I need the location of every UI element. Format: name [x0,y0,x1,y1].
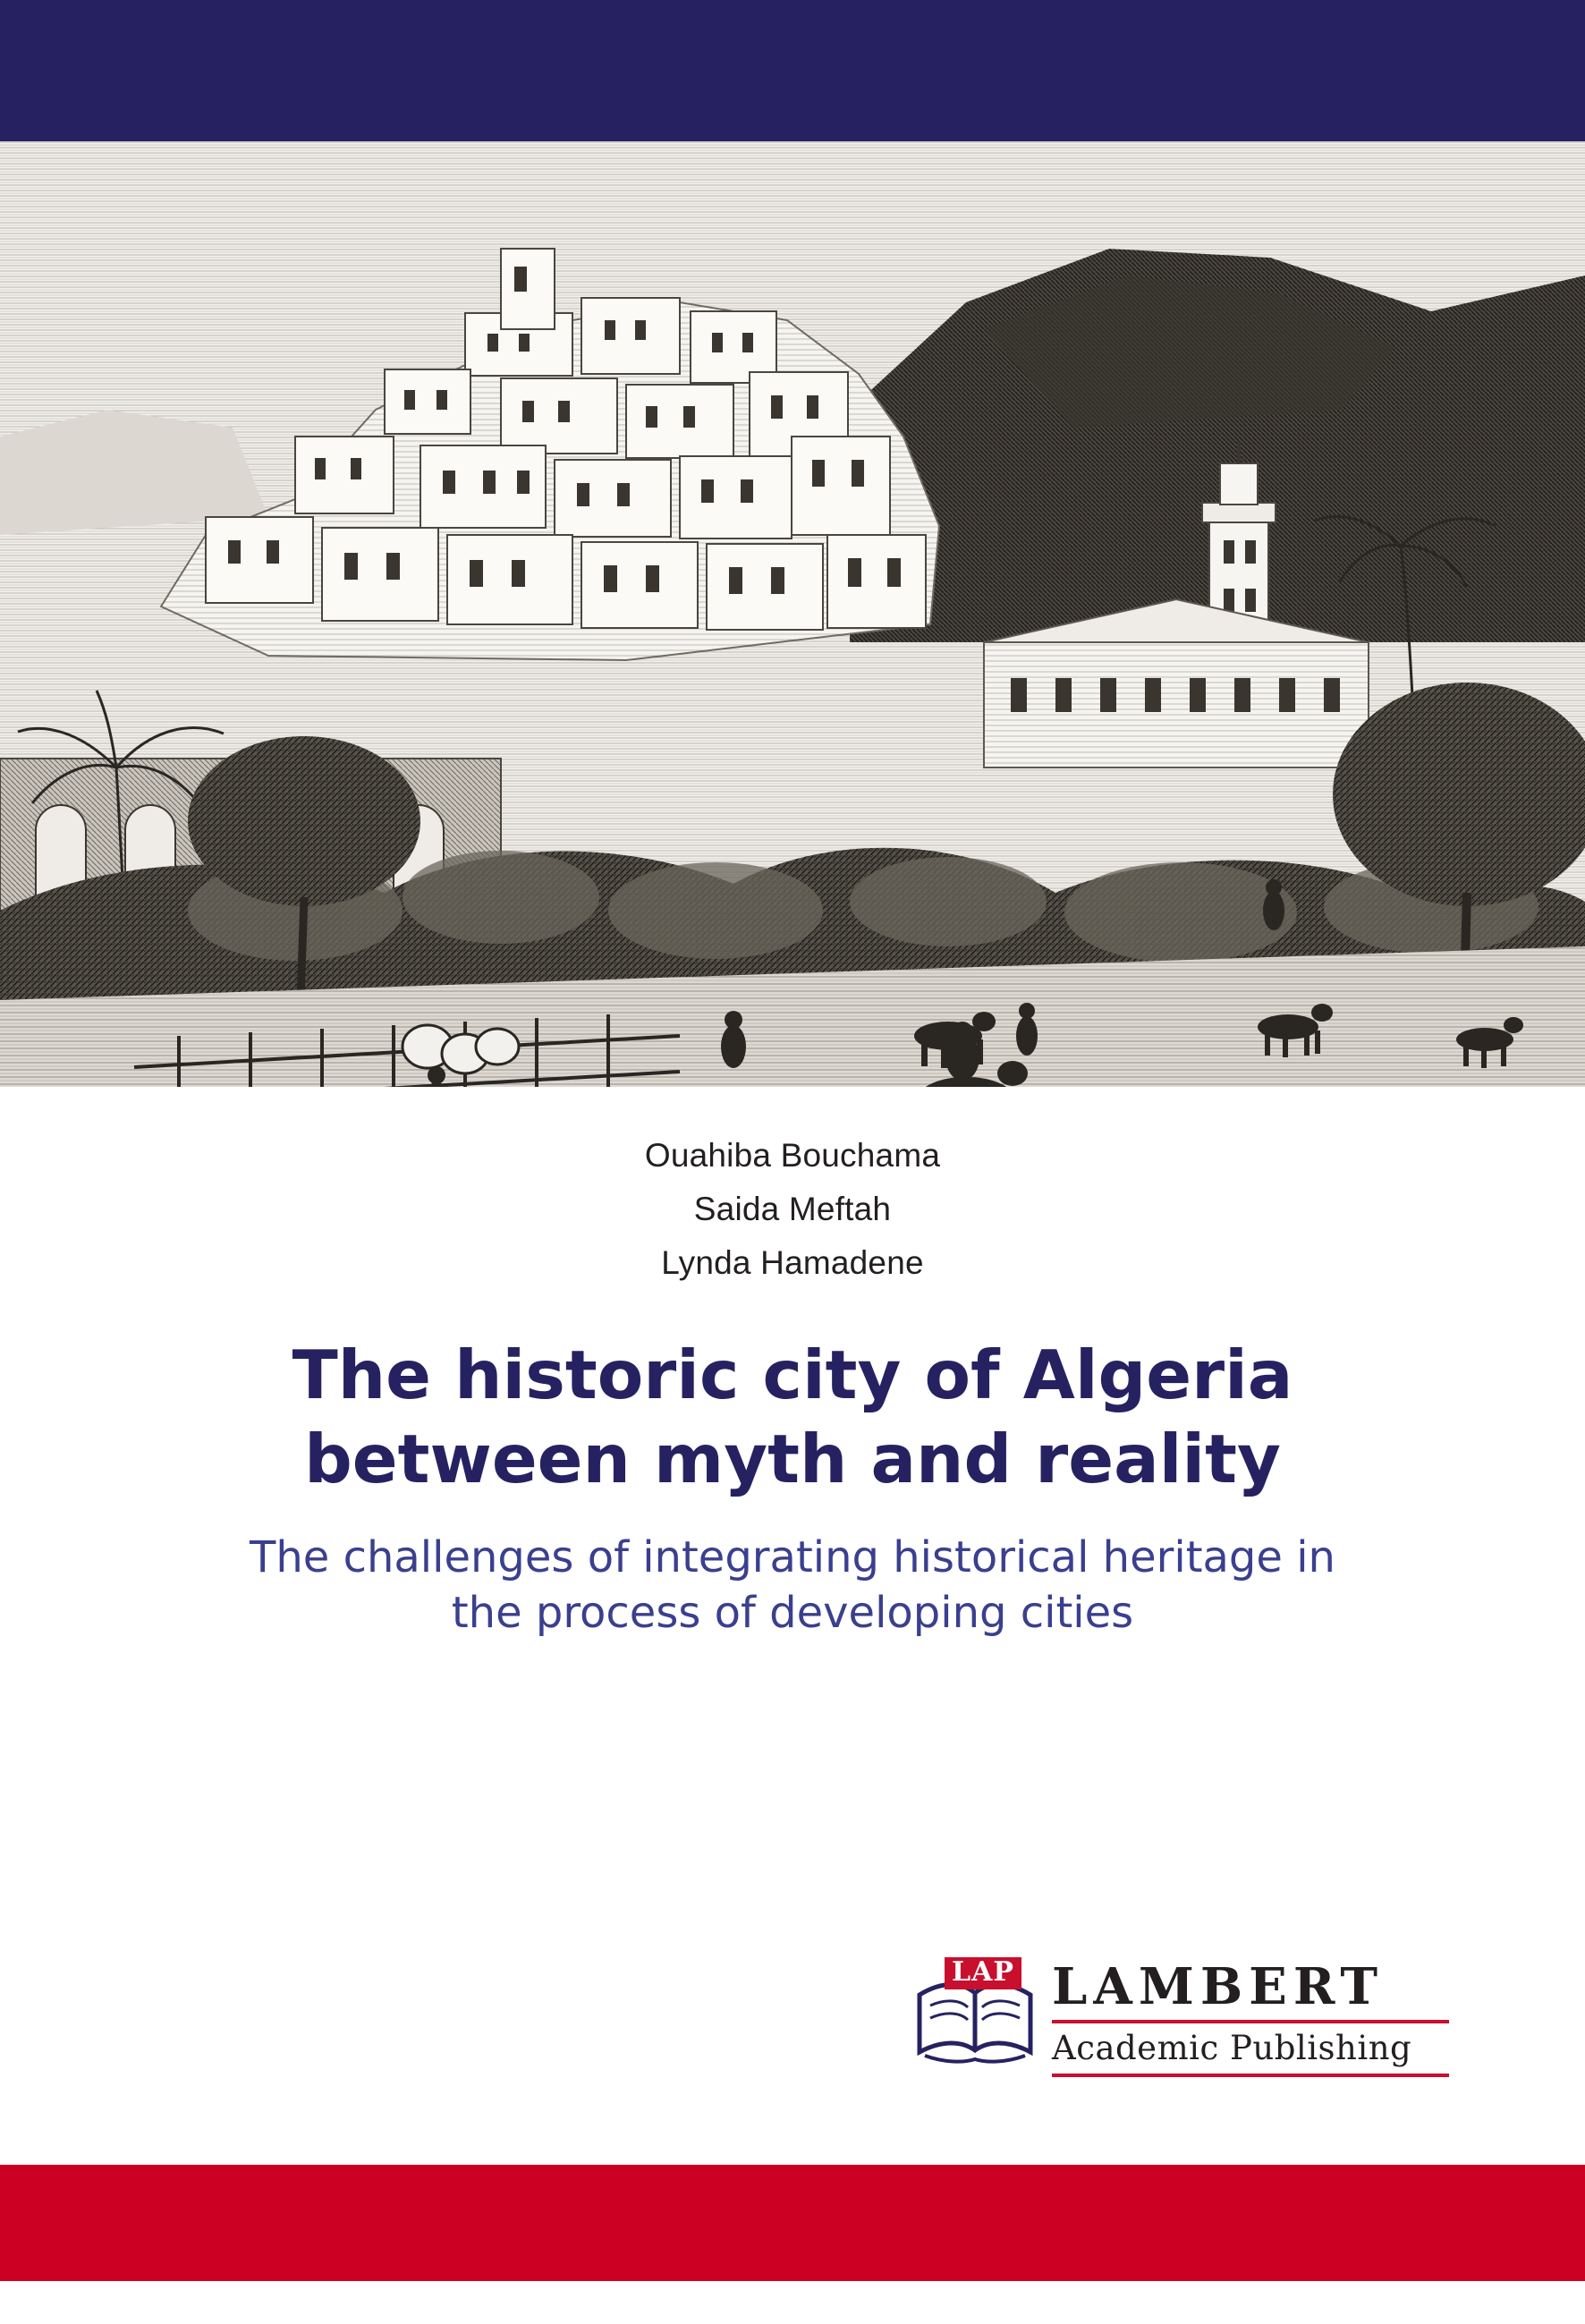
author-2: Saida Meftah [693,1191,892,1227]
publisher-tagline: Academic Publishing [1052,2029,1412,2067]
publisher-logo [912,1957,1449,2091]
publisher-rule-top [1052,2020,1449,2023]
lap-badge: LAP [945,1957,1021,1989]
casbah-engraving-icon [0,141,1585,1087]
title-line-1: The historic city of Algeria [292,1336,1293,1414]
subtitle-line-1: The challenges of integrating historical heritage in [250,1532,1335,1582]
author-1: Ouahiba Bouchama [644,1137,941,1174]
author-3: Lynda Hamadene [661,1244,924,1281]
bottom-white-margin [0,2281,1585,2324]
book-title [116,1333,1469,1501]
bottom-color-band [0,2165,1585,2281]
top-color-band [0,0,1585,141]
title-line-2: between myth and reality [304,1420,1281,1498]
subtitle-line-2: the process of developing cities [451,1588,1134,1638]
book-subtitle [179,1530,1406,1641]
publisher-name: LAMBERT [1052,1957,1385,2016]
cover-illustration [0,141,1585,1087]
publisher-rule-bottom [1052,2074,1449,2077]
publisher-text [1052,1957,1449,2077]
author-list [0,1129,1585,1290]
